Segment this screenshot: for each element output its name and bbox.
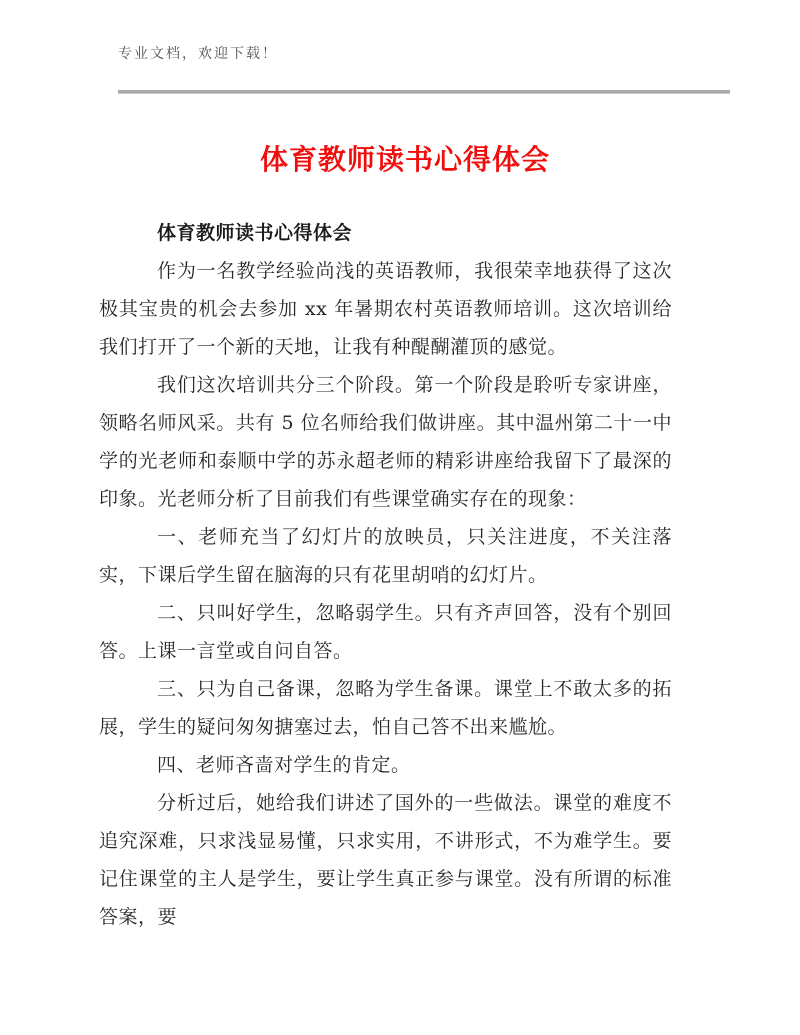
document-body: [99, 214, 672, 936]
paragraph: 分析过后，她给我们讲述了国外的一些做法。课堂的难度不追究深难，只求浅显易懂，只求实用，不讲形式，不为难学生。要记住课堂的主人是学生，要让学生真正参与课堂。没有所谓的标准答案，要: [99, 792, 672, 928]
header-note: 专业文档，欢迎下载！: [118, 46, 278, 62]
paragraph: 三、只为自己备课，忽略为学生备课。课堂上不敢太多的拓展，学生的疑问匆匆搪塞过去，怕自己答不出来尴尬。: [99, 678, 672, 738]
paragraph: 二、只叫好学生，忽略弱学生。只有齐声回答，没有个别回答。上课一言堂或自问自答。: [99, 602, 672, 662]
paragraph: 作为一名教学经验尚浅的英语教师，我很荣幸地获得了这次极其宝贵的机会去参加 xx 年暑期农村英语教师培训。这次培训给我们打开了一个新的天地，让我有种醍醐灌顶的感觉。: [99, 260, 672, 358]
header-rule: [118, 90, 730, 94]
document-title: 体育教师读书心得体会: [259, 143, 550, 176]
paragraph: 四、老师吝啬对学生的肯定。: [157, 754, 411, 776]
document-subtitle: 体育教师读书心得体会: [157, 222, 353, 244]
paragraph: 我们这次培训共分三个阶段。第一个阶段是聆听专家讲座，领略名师风采。共有 5 位名师给我们做讲座。其中温州第二十一中学的光老师和泰顺中学的苏永超老师的精彩讲座给我留下了最深的印象。光老师分析了目前我们有些课堂确实存在的现象：: [99, 374, 672, 510]
paragraph: 一、老师充当了幻灯片的放映员，只关注进度，不关注落实，下课后学生留在脑海的只有花里胡哨的幻灯片。: [99, 526, 672, 586]
